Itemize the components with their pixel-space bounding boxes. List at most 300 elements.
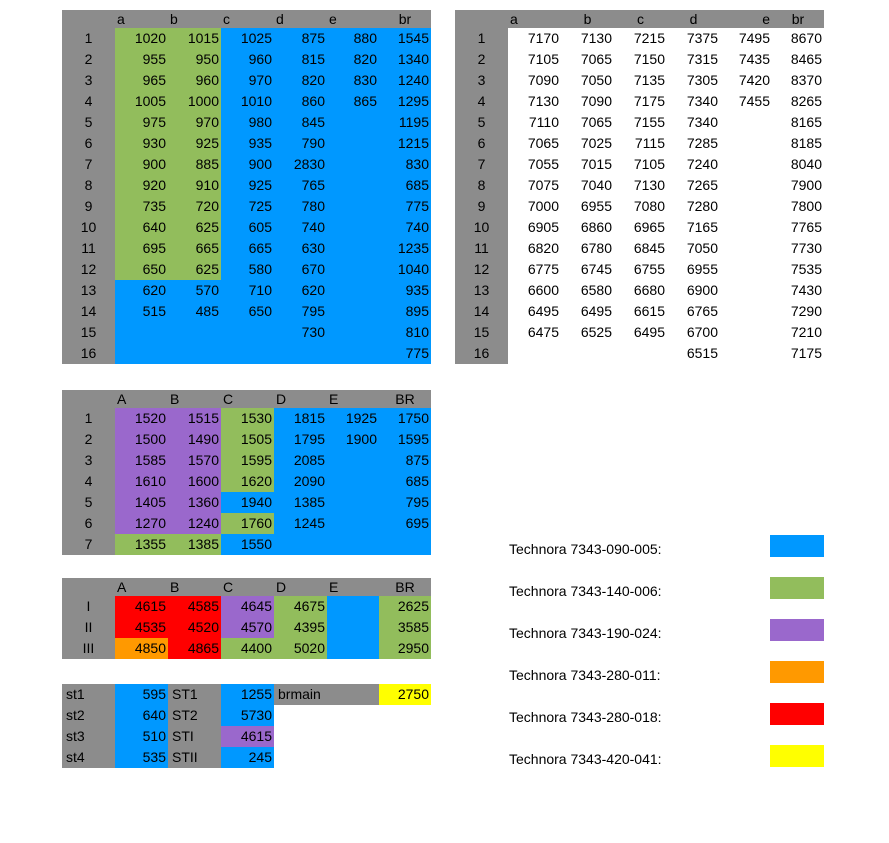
table-row: [62, 217, 431, 238]
data-cell: 6765: [667, 301, 720, 322]
data-cell: 735: [115, 196, 168, 217]
data-cell: 7495: [720, 28, 772, 49]
legend-swatch: [770, 577, 824, 599]
data-cell: 7175: [772, 343, 824, 364]
column-header: A: [115, 578, 168, 596]
data-cell: 1570: [168, 450, 221, 471]
data-cell: 920: [115, 175, 168, 196]
data-cell: [720, 259, 772, 280]
data-cell: 7130: [614, 175, 667, 196]
column-header: [62, 10, 115, 28]
data-cell: 485: [168, 301, 221, 322]
data-cell: 670: [274, 259, 327, 280]
data-cell: 1360: [168, 492, 221, 513]
summary-value: 5730: [221, 705, 274, 726]
empty-cell: [274, 726, 431, 747]
data-cell: 8670: [772, 28, 824, 49]
data-cell: 8165: [772, 112, 824, 133]
data-cell: 2830: [274, 154, 327, 175]
data-cell: 6600: [508, 280, 561, 301]
data-cell: 1600: [168, 471, 221, 492]
empty-cell: [274, 705, 431, 726]
data-cell: 515: [115, 301, 168, 322]
data-cell: 605: [221, 217, 274, 238]
data-cell: 1385: [274, 492, 327, 513]
data-cell: 1240: [379, 70, 431, 91]
data-cell: 8465: [772, 49, 824, 70]
data-cell: 815: [274, 49, 327, 70]
summary-row: [62, 747, 431, 768]
table-row: [62, 112, 431, 133]
column-header: e: [327, 10, 379, 28]
row-label: 3: [455, 70, 508, 91]
data-cell: 5020: [274, 638, 327, 659]
data-cell: 3585: [379, 617, 431, 638]
data-cell: 1005: [115, 91, 168, 112]
data-cell: 650: [221, 301, 274, 322]
data-cell: [327, 638, 379, 659]
data-cell: 8370: [772, 70, 824, 91]
summary-label: ST1: [168, 684, 221, 705]
data-cell: 950: [168, 49, 221, 70]
table-row: [455, 217, 824, 238]
data-cell: 7115: [614, 133, 667, 154]
summary-value: 535: [115, 747, 168, 768]
data-cell: 885: [168, 154, 221, 175]
data-cell: 1585: [115, 450, 168, 471]
column-header: C: [221, 390, 274, 408]
row-label: 5: [62, 112, 115, 133]
legend-label: Technora 7343-280-011:: [509, 667, 661, 683]
data-cell: 580: [221, 259, 274, 280]
data-cell: 965: [115, 70, 168, 91]
data-cell: 900: [115, 154, 168, 175]
data-cell: 6955: [667, 259, 720, 280]
data-cell: 6845: [614, 238, 667, 259]
table-row: [62, 301, 431, 322]
data-cell: 7165: [667, 217, 720, 238]
data-cell: 1595: [221, 450, 274, 471]
data-cell: 695: [379, 513, 431, 534]
data-cell: 845: [274, 112, 327, 133]
data-cell: 1235: [379, 238, 431, 259]
data-cell: 795: [274, 301, 327, 322]
summary-row: [62, 684, 431, 705]
data-cell: 1340: [379, 49, 431, 70]
summary-label: st2: [62, 705, 115, 726]
data-cell: 7065: [561, 112, 614, 133]
column-header: D: [274, 390, 327, 408]
data-cell: 980: [221, 112, 274, 133]
data-cell: 4585: [168, 596, 221, 617]
data-cell: [327, 175, 379, 196]
data-cell: 625: [168, 259, 221, 280]
data-cell: 6615: [614, 301, 667, 322]
row-label: 11: [62, 238, 115, 259]
data-cell: 865: [327, 91, 379, 112]
data-cell: 6495: [508, 301, 561, 322]
data-cell: 7105: [508, 49, 561, 70]
row-label: 2: [62, 49, 115, 70]
data-cell: 830: [379, 154, 431, 175]
data-cell: 7135: [614, 70, 667, 91]
data-cell: 960: [221, 49, 274, 70]
data-cell: 1025: [221, 28, 274, 49]
row-label: 5: [62, 492, 115, 513]
data-cell: 1550: [221, 534, 274, 555]
data-cell: 1505: [221, 429, 274, 450]
header-row: [455, 10, 824, 28]
data-cell: [327, 617, 379, 638]
table-row: [62, 471, 431, 492]
summary-value: 245: [221, 747, 274, 768]
table-row: [455, 301, 824, 322]
data-cell: [720, 238, 772, 259]
data-cell: 4520: [168, 617, 221, 638]
data-cell: 1795: [274, 429, 327, 450]
table-A-to-BR: [62, 390, 431, 555]
data-cell: 685: [379, 471, 431, 492]
table-row: [455, 154, 824, 175]
data-cell: 4645: [221, 596, 274, 617]
data-cell: 7090: [508, 70, 561, 91]
data-cell: 7055: [508, 154, 561, 175]
row-label: 7: [455, 154, 508, 175]
data-cell: 875: [274, 28, 327, 49]
data-cell: 7110: [508, 112, 561, 133]
data-cell: 7040: [561, 175, 614, 196]
legend-label: Technora 7343-090-005:: [509, 541, 662, 557]
data-cell: 6860: [561, 217, 614, 238]
data-cell: 7000: [508, 196, 561, 217]
data-cell: 7435: [720, 49, 772, 70]
summary-label: st4: [62, 747, 115, 768]
row-label: 12: [455, 259, 508, 280]
data-cell: 895: [379, 301, 431, 322]
data-cell: 810: [379, 322, 431, 343]
table-row: [62, 28, 431, 49]
column-header: A: [115, 390, 168, 408]
data-cell: [720, 280, 772, 301]
legend-swatch: [770, 535, 824, 557]
data-cell: 4675: [274, 596, 327, 617]
data-cell: 765: [274, 175, 327, 196]
table-row: [455, 70, 824, 91]
data-cell: [327, 450, 379, 471]
data-cell: [720, 217, 772, 238]
data-cell: 900: [221, 154, 274, 175]
row-label: I: [62, 596, 115, 617]
data-cell: 1215: [379, 133, 431, 154]
data-cell: 7240: [667, 154, 720, 175]
data-cell: [327, 259, 379, 280]
column-header: D: [274, 578, 327, 596]
column-header: BR: [379, 578, 431, 596]
data-cell: 1620: [221, 471, 274, 492]
data-cell: 6680: [614, 280, 667, 301]
row-label: 9: [62, 196, 115, 217]
column-header: b: [561, 10, 614, 28]
data-cell: 6955: [561, 196, 614, 217]
table-row: [62, 196, 431, 217]
data-cell: 4865: [168, 638, 221, 659]
data-cell: 1545: [379, 28, 431, 49]
column-header: a: [115, 10, 168, 28]
data-cell: 1815: [274, 408, 327, 429]
row-label: 2: [455, 49, 508, 70]
column-header: E: [327, 390, 379, 408]
data-cell: 7105: [614, 154, 667, 175]
brmain-label: brmain: [274, 684, 379, 705]
table-row: [455, 196, 824, 217]
table-row: [62, 70, 431, 91]
legend-item: [509, 533, 829, 575]
row-label: 1: [455, 28, 508, 49]
data-cell: [720, 175, 772, 196]
data-cell: 625: [168, 217, 221, 238]
data-cell: [720, 196, 772, 217]
data-cell: 4850: [115, 638, 168, 659]
data-cell: 1240: [168, 513, 221, 534]
data-cell: 6580: [561, 280, 614, 301]
data-cell: 820: [327, 49, 379, 70]
summary-value: 4615: [221, 726, 274, 747]
data-cell: 7375: [667, 28, 720, 49]
summary-value: 510: [115, 726, 168, 747]
data-cell: [561, 343, 614, 364]
data-cell: 1040: [379, 259, 431, 280]
data-cell: [327, 513, 379, 534]
data-cell: 1520: [115, 408, 168, 429]
column-header: [62, 390, 115, 408]
data-cell: 1355: [115, 534, 168, 555]
data-cell: 6475: [508, 322, 561, 343]
row-label: 13: [62, 280, 115, 301]
table-row: [62, 429, 431, 450]
data-cell: 1015: [168, 28, 221, 49]
data-cell: [720, 133, 772, 154]
column-header: B: [168, 390, 221, 408]
data-cell: 910: [168, 175, 221, 196]
column-header: d: [667, 10, 720, 28]
data-cell: [327, 280, 379, 301]
row-label: 13: [455, 280, 508, 301]
table-row: [455, 28, 824, 49]
data-cell: 1515: [168, 408, 221, 429]
header-row: [62, 390, 431, 408]
row-label: 9: [455, 196, 508, 217]
data-cell: 930: [115, 133, 168, 154]
data-cell: [115, 322, 168, 343]
row-label: 16: [455, 343, 508, 364]
data-cell: 2090: [274, 471, 327, 492]
row-label: 2: [62, 429, 115, 450]
data-cell: [614, 343, 667, 364]
data-cell: 2625: [379, 596, 431, 617]
row-label: 7: [62, 154, 115, 175]
data-cell: 1900: [327, 429, 379, 450]
data-cell: 775: [379, 343, 431, 364]
table-row: [455, 49, 824, 70]
data-cell: [720, 343, 772, 364]
data-cell: [327, 154, 379, 175]
row-label: 5: [455, 112, 508, 133]
column-header: B: [168, 578, 221, 596]
data-cell: 820: [274, 70, 327, 91]
column-header: BR: [379, 390, 431, 408]
data-cell: 1490: [168, 429, 221, 450]
data-cell: 1760: [221, 513, 274, 534]
legend-swatch: [770, 745, 824, 767]
data-cell: 1245: [274, 513, 327, 534]
summary-table: [62, 684, 431, 768]
row-label: 6: [455, 133, 508, 154]
legend-item: [509, 659, 829, 701]
table-row: [62, 259, 431, 280]
data-cell: 7130: [508, 91, 561, 112]
data-cell: 935: [221, 133, 274, 154]
data-cell: 4615: [115, 596, 168, 617]
data-cell: [327, 596, 379, 617]
data-cell: 925: [168, 133, 221, 154]
column-header: C: [221, 578, 274, 596]
table-row: [455, 280, 824, 301]
data-cell: 4535: [115, 617, 168, 638]
table-row: [62, 513, 431, 534]
data-cell: 1595: [379, 429, 431, 450]
data-cell: 630: [274, 238, 327, 259]
data-cell: 1000: [168, 91, 221, 112]
data-cell: 775: [379, 196, 431, 217]
summary-label: ST2: [168, 705, 221, 726]
row-label: II: [62, 617, 115, 638]
column-header: [62, 578, 115, 596]
color-legend: [509, 533, 829, 785]
row-label: 7: [62, 534, 115, 555]
data-cell: 970: [221, 70, 274, 91]
row-label: 6: [62, 513, 115, 534]
table-row: [62, 154, 431, 175]
summary-label: st3: [62, 726, 115, 747]
table-totals-a-to-br: [455, 10, 824, 364]
data-cell: [327, 217, 379, 238]
table-row: [455, 238, 824, 259]
data-cell: [327, 322, 379, 343]
legend-swatch: [770, 619, 824, 641]
data-cell: 6965: [614, 217, 667, 238]
table-row: [455, 175, 824, 196]
data-cell: 7290: [772, 301, 824, 322]
data-cell: 4570: [221, 617, 274, 638]
row-label: 3: [62, 450, 115, 471]
data-cell: 730: [274, 322, 327, 343]
data-cell: 6755: [614, 259, 667, 280]
row-label: 15: [62, 322, 115, 343]
data-cell: 7025: [561, 133, 614, 154]
header-row: [62, 10, 431, 28]
table-row: [62, 617, 431, 638]
data-cell: [274, 534, 327, 555]
row-label: 14: [62, 301, 115, 322]
data-cell: 7075: [508, 175, 561, 196]
data-cell: 6495: [614, 322, 667, 343]
data-cell: 8040: [772, 154, 824, 175]
column-header: c: [614, 10, 667, 28]
data-cell: 650: [115, 259, 168, 280]
data-cell: 830: [327, 70, 379, 91]
table-row: [455, 133, 824, 154]
data-cell: [327, 534, 379, 555]
data-cell: 6515: [667, 343, 720, 364]
column-header: c: [221, 10, 274, 28]
data-cell: 8265: [772, 91, 824, 112]
data-cell: 4400: [221, 638, 274, 659]
data-cell: 620: [274, 280, 327, 301]
data-cell: [720, 112, 772, 133]
summary-label: st1: [62, 684, 115, 705]
data-cell: 620: [115, 280, 168, 301]
column-header: [455, 10, 508, 28]
data-cell: 6820: [508, 238, 561, 259]
data-cell: 7150: [614, 49, 667, 70]
data-cell: 970: [168, 112, 221, 133]
data-cell: 6495: [561, 301, 614, 322]
data-cell: 7340: [667, 91, 720, 112]
data-cell: 1295: [379, 91, 431, 112]
data-cell: 1750: [379, 408, 431, 429]
data-cell: 1405: [115, 492, 168, 513]
summary-value: 1255: [221, 684, 274, 705]
data-cell: [168, 343, 221, 364]
data-cell: [327, 238, 379, 259]
table-row: [455, 259, 824, 280]
summary-label: STI: [168, 726, 221, 747]
data-cell: [508, 343, 561, 364]
legend-item: [509, 701, 829, 743]
data-cell: 570: [168, 280, 221, 301]
table-row: [62, 596, 431, 617]
data-cell: [221, 322, 274, 343]
row-label: 1: [62, 408, 115, 429]
data-cell: 7065: [561, 49, 614, 70]
data-cell: 860: [274, 91, 327, 112]
data-cell: 960: [168, 70, 221, 91]
empty-cell: [274, 747, 431, 768]
data-cell: 1010: [221, 91, 274, 112]
column-header: d: [274, 10, 327, 28]
data-cell: 935: [379, 280, 431, 301]
data-cell: [327, 301, 379, 322]
data-cell: 7340: [667, 112, 720, 133]
summary-value: 640: [115, 705, 168, 726]
data-cell: 720: [168, 196, 221, 217]
legend-item: [509, 743, 829, 785]
row-label: 12: [62, 259, 115, 280]
data-cell: 7305: [667, 70, 720, 91]
legend-swatch: [770, 703, 824, 725]
data-cell: 925: [221, 175, 274, 196]
data-cell: 790: [274, 133, 327, 154]
column-header: br: [379, 10, 431, 28]
row-label: 4: [455, 91, 508, 112]
data-cell: 7155: [614, 112, 667, 133]
table-row: [455, 91, 824, 112]
summary-value: 595: [115, 684, 168, 705]
data-cell: 6905: [508, 217, 561, 238]
data-cell: 7455: [720, 91, 772, 112]
data-cell: 1270: [115, 513, 168, 534]
data-cell: [327, 492, 379, 513]
